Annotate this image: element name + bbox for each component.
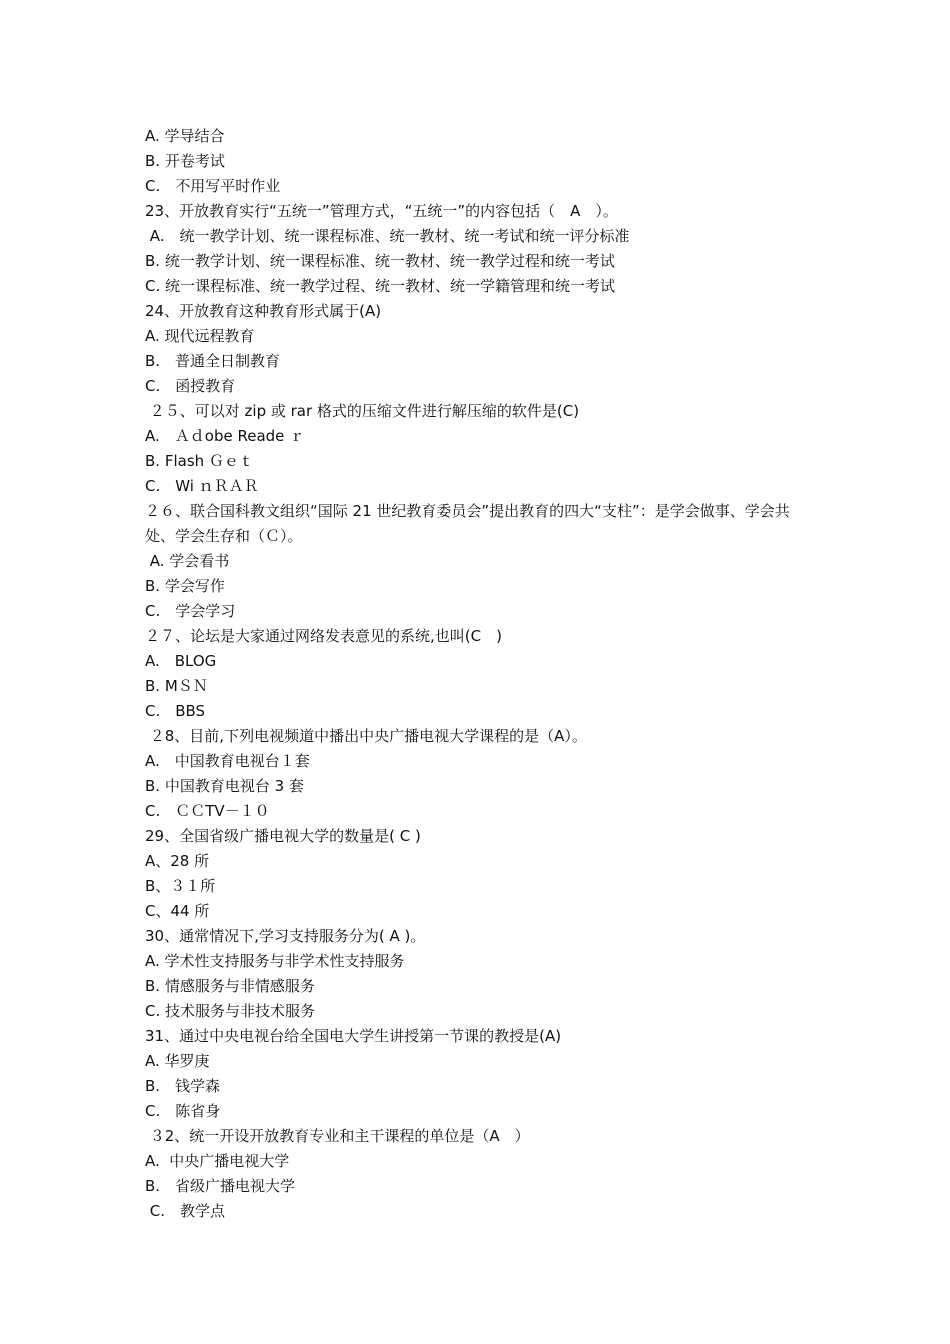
text-line: A、28 所	[145, 852, 210, 870]
question-27: ２７、论坛是大家通过网络发表意见的系统,也叫(C )	[145, 627, 502, 645]
question-26: ２６、联合国科教文组织“国际 21 世纪教育委员会”提出教育的四大“支柱”：是学会做事、学会共处、学会生存和（Ｃ）。	[145, 502, 790, 545]
text-line: B. 中国教育电视台 3 套	[145, 777, 304, 795]
text-line: A. 学导结合	[145, 127, 225, 145]
text-line: A. 现代远程教育	[145, 327, 255, 345]
text-line: A. Ａｄobe Reade ｒ	[145, 427, 305, 445]
text-line: A. 学术性支持服务与非学术性支持服务	[145, 952, 405, 970]
text-line: B. MＳＮ	[145, 677, 208, 695]
text-line: B. 情感服务与非情感服务	[145, 977, 315, 995]
text-line: C. 函授教育	[145, 377, 236, 395]
question-29: 29、全国省级广播电视大学的数量是( C )	[145, 827, 421, 845]
text-line: A. 学会看书	[145, 552, 230, 570]
question-32: ３2、统一开设开放教育专业和主干课程的单位是（A ）	[145, 1127, 530, 1145]
text-line: C. 不用写平时作业	[145, 177, 281, 195]
question-23: 23、开放教育实行“五统一”管理方式，“五统一”的内容包括（ A ）。	[145, 202, 618, 220]
text-line: A. 中央广播电视大学	[145, 1152, 290, 1170]
text-line: C. BBS	[145, 702, 206, 720]
question-30: 30、通常情况下,学习支持服务分为( A )。	[145, 927, 426, 945]
text-line: B、３１所	[145, 877, 216, 895]
text-line: C. ＣＣTV－１０	[145, 802, 270, 820]
text-line: C. 学会学习	[145, 602, 236, 620]
text-line: C、44 所	[145, 902, 210, 920]
text-line: A. 统一教学计划、统一课程标准、统一教材、统一考试和统一评分标准	[145, 227, 630, 245]
text-line: B. 普通全日制教育	[145, 352, 281, 370]
text-line: A. 中国教育电视台１套	[145, 752, 310, 770]
text-line: C. Wi ｎＲＡＲ	[145, 477, 259, 495]
question-28: ２8、目前,下列电视频道中播出中央广播电视大学课程的是（A）。	[145, 727, 587, 745]
text-line: C. 技术服务与非技术服务	[145, 1002, 316, 1020]
text-line: B. Flash Ｇｅｔ	[145, 452, 254, 470]
text-line: C. 陈省身	[145, 1102, 221, 1120]
question-31: 31、通过中央电视台给全国电大学生讲授第一节课的教授是(A)	[145, 1027, 562, 1045]
text-line: A. 华罗庚	[145, 1052, 210, 1070]
question-24: 24、开放教育这种教育形式属于(A)	[145, 302, 382, 320]
text-line: A. BLOG	[145, 652, 217, 670]
text-line: C. 统一课程标准、统一教学过程、统一教材、统一学籍管理和统一考试	[145, 277, 616, 295]
document-body	[145, 124, 815, 1224]
text-line: B. 开卷考试	[145, 152, 225, 170]
text-line: B. 钱学森	[145, 1077, 221, 1095]
text-line: B. 省级广播电视大学	[145, 1177, 296, 1195]
text-line: B. 学会写作	[145, 577, 225, 595]
text-line: B. 统一教学计划、统一课程标准、统一教材、统一教学过程和统一考试	[145, 252, 615, 270]
text-line: C. 教学点	[145, 1202, 226, 1220]
question-25: ２５、可以对 zip 或 rar 格式的压缩文件进行解压缩的软件是(C)	[145, 402, 580, 420]
